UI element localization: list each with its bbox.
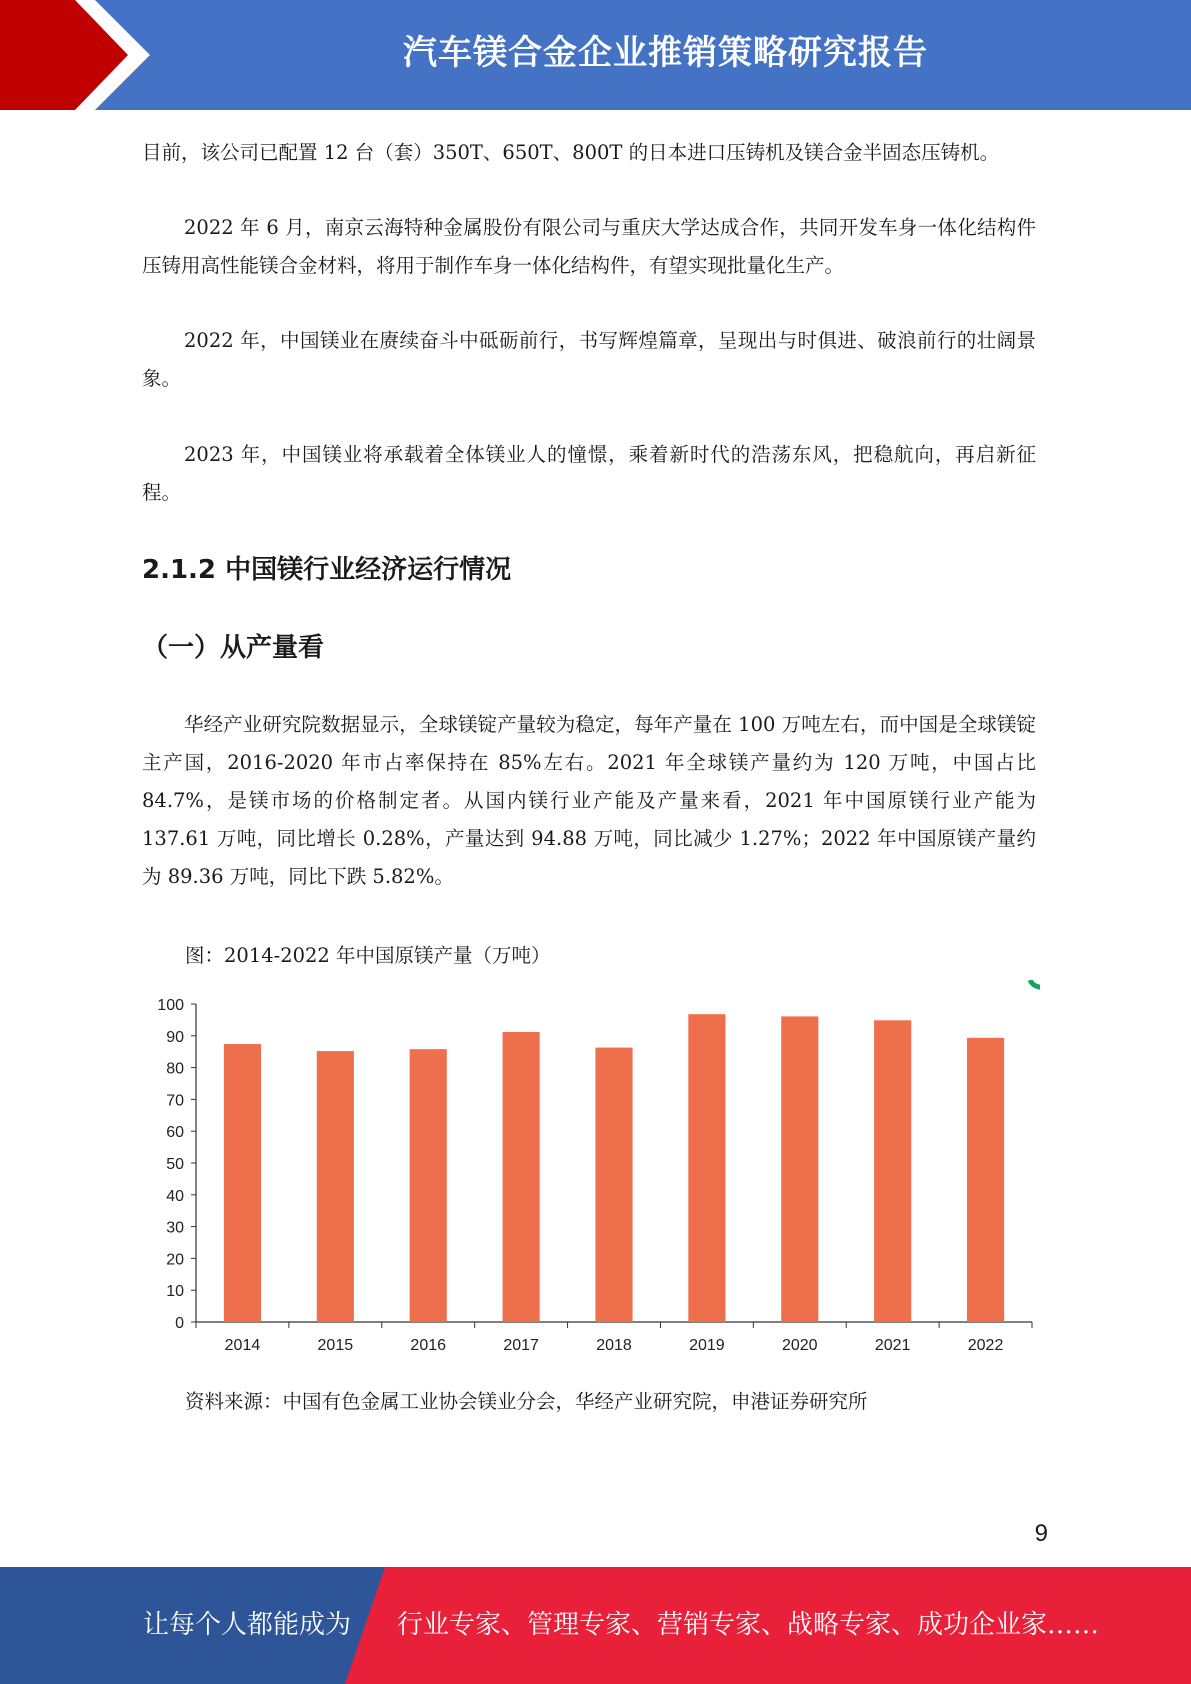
y-tick-label: 0 <box>175 1315 184 1332</box>
paragraph-4: 2023 年，中国镁业将承载着全体镁业人的憧憬，乘着新时代的浩荡东风，把稳航向，再启新征程。 <box>142 443 1036 504</box>
y-tick-label: 80 <box>166 1060 184 1078</box>
x-tick-label: 2015 <box>317 1337 354 1354</box>
bar-2014 <box>224 1044 261 1322</box>
bar-2018 <box>595 1048 632 1322</box>
y-tick-label: 20 <box>166 1251 184 1269</box>
bar-2020 <box>781 1016 818 1322</box>
x-tick-label: 2021 <box>874 1337 911 1354</box>
footer-slogan-left: 让每个人都能成为 <box>143 1610 352 1640</box>
paragraph-3: 2022 年，中国镁业在赓续奋斗中砥砺前行，书写辉煌篇章，呈现出与时俱进、破浪前行的壮阔景象。 <box>142 329 1036 390</box>
bar-2021 <box>874 1020 911 1322</box>
figure-source: 资料来源：中国有色金属工业协会镁业分会，华经产业研究院，申港证券研究所 <box>185 1390 868 1413</box>
x-tick-label: 2016 <box>410 1337 447 1354</box>
page-header <box>0 0 1191 110</box>
production-bar-chart <box>140 980 1040 1360</box>
y-tick-label: 40 <box>166 1187 184 1205</box>
paragraph-1: 目前，该公司已配置 12 台（套）350T、650T、800T 的日本进口压铸机及镁合金半固态压铸机。 <box>142 141 1000 164</box>
x-tick-label: 2019 <box>689 1337 725 1354</box>
y-tick-label: 70 <box>166 1092 184 1110</box>
y-tick-label: 10 <box>166 1283 184 1301</box>
x-tick-label: 2017 <box>503 1337 539 1354</box>
section-subheading: （一）从产量看 <box>142 633 325 663</box>
x-tick-label: 2014 <box>224 1337 261 1354</box>
x-tick-label: 2020 <box>781 1337 818 1354</box>
paragraph-2: 2022 年 6 月，南京云海特种金属股份有限公司与重庆大学达成合作，共同开发车身一体化结构件压铸用高性能镁合金材料，将用于制作车身一体化结构件，有望实现批量化生产。 <box>142 216 1036 277</box>
page-footer <box>0 1567 1191 1684</box>
y-tick-label: 50 <box>166 1156 184 1173</box>
bar-2016 <box>410 1049 447 1322</box>
y-tick-label: 100 <box>157 997 184 1014</box>
report-title: 汽车镁合金企业推销策略研究报告 <box>403 33 928 73</box>
bar-2019 <box>688 1014 725 1322</box>
x-tick-label: 2018 <box>596 1337 632 1354</box>
y-tick-label: 90 <box>166 1028 184 1046</box>
green-mark-decoration <box>1030 980 1040 987</box>
production-paragraph: 华经产业研究院数据显示，全球镁锭产量较为稳定，每年产量在 100 万吨左右，而中国是全球镁锭主产国，2016-2020 年市占率保持在 85%左右。2021 年全球镁产量约为 120 万吨，中国占比 84.7%，是镁市场的价格制定者。从国内镁行业产能及产量来看，2021 年中国原镁行业产能为 137.61 万吨，同比增长 0.28%，产量达到 94.88 万吨，同比减少 1.27%；2022 年中国原镁产量约为 89.36 万吨，同比下跌 5.82%。 <box>142 713 1036 888</box>
y-tick-label: 60 <box>166 1124 184 1142</box>
page-number: 9 <box>1034 1520 1048 1547</box>
figure-caption: 图：2014-2022 年中国原镁产量（万吨） <box>185 944 551 967</box>
bar-2022 <box>967 1038 1004 1322</box>
x-tick-label: 2022 <box>967 1337 1004 1354</box>
bar-2017 <box>503 1032 540 1322</box>
footer-slogan-right: 行业专家、管理专家、营销专家、战略专家、成功企业家…… <box>397 1610 1100 1640</box>
y-tick-label: 30 <box>166 1219 184 1237</box>
bar-2015 <box>317 1051 354 1322</box>
section-heading: 2.1.2 中国镁行业经济运行情况 <box>142 555 512 585</box>
